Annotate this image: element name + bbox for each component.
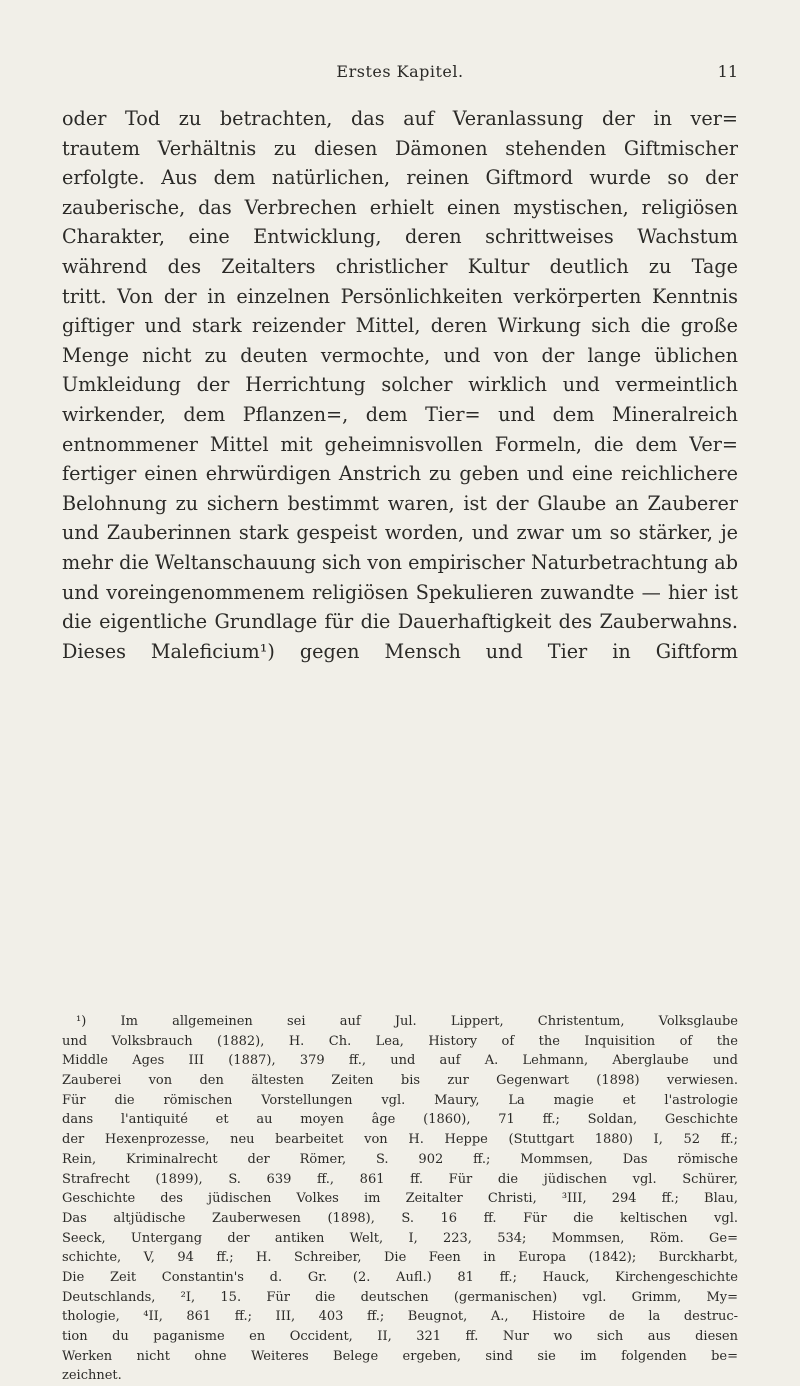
footnote-line: zeichnet.: [62, 1368, 122, 1384]
text-line: und Zauberinnen stark gespeist worden, und zwar um so stärker, je: [62, 521, 738, 545]
footnote-line: Deutschlands, ²I, 15. Für die deutschen (germanischen) vgl. Grimm, My=: [62, 1289, 738, 1305]
footnote-line: thologie, ⁴II, 861 ff.; III, 403 ff.; Beugnot, A., Histoire de la destruc-: [62, 1309, 738, 1325]
footnote-line: Seeck, Untergang der antiken Welt, I, 223, 534; Mommsen, Röm. Ge=: [62, 1230, 738, 1246]
text-line: während des Zeitalters christlicher Kultur deutlich zu Tage: [62, 254, 738, 278]
footnote-line: ¹) Im allgemeinen sei auf Jul. Lippert, Christentum, Volksglaube: [76, 1014, 738, 1029]
text-line: tritt. Von der in einzelnen Persönlichkeiten verkörperten Kenntnis: [62, 284, 738, 308]
page-header: [62, 62, 738, 86]
footnote-line: Geschichte des jüdischen Volkes im Zeitalter Christi, ³III, 294 ff.; Blau,: [62, 1191, 738, 1207]
text-line: Charakter, eine Entwicklung, deren schrittweises Wachstum: [62, 225, 738, 249]
footnote-line: Das altjüdische Zauberwesen (1898), S. 16 ff. Für die keltischen vgl.: [62, 1210, 738, 1226]
footnote-line: Für die römischen Vorstellungen vgl. Maury, La magie et l'astrologie: [62, 1092, 738, 1108]
text-line: zauberische, das Verbrechen erhielt einen mystischen, religiösen: [62, 195, 738, 219]
footnote-line: Middle Ages III (1887), 379 ff., und auf A. Lehmann, Aberglaube und: [62, 1053, 738, 1069]
text-line: oder Tod zu betrachten, das auf Veranlassung der in ver=: [62, 107, 738, 130]
text-line: und voreingenommenem religiösen Spekulieren zuwandte — hier ist: [62, 580, 738, 604]
footnote-line: Strafrecht (1899), S. 639 ff., 861 ff. Für die jüdischen vgl. Schürer,: [62, 1171, 738, 1187]
main-text: [62, 104, 738, 666]
text-line: wirkender, dem Pflanzen=, dem Tier= und dem Mineralreich: [62, 402, 738, 426]
text-line: entnommener Mittel mit geheimnisvollen Formeln, die dem Ver=: [62, 432, 738, 456]
footnote-line: Zauberei von den ältesten Zeiten bis zur Gegenwart (1898) verwiesen.: [62, 1073, 738, 1089]
text-line: erfolgte. Aus dem natürlichen, reinen Giftmord wurde so der: [62, 166, 738, 190]
footnote-line: Werken nicht ohne Weiteres Belege ergeben, sind sie im folgenden be=: [62, 1348, 738, 1364]
text-line: giftiger und stark reizender Mittel, deren Wirkung sich die große: [62, 314, 738, 338]
footnote-line: und Volksbrauch (1882), H. Ch. Lea, History of the Inquisition of the: [62, 1033, 738, 1049]
text-line: Menge nicht zu deuten vermochte, und von der lange üblichen: [62, 343, 738, 367]
footnote-line: Rein, Kriminalrecht der Römer, S. 902 ff.; Mommsen, Das römische: [62, 1151, 738, 1167]
text-line: mehr die Weltanschauung sich von empirischer Naturbetrachtung ab: [62, 550, 738, 574]
text-line: die eigentliche Grundlage für die Dauerhaftigkeit des Zauberwahns.: [62, 610, 738, 634]
footnote-line: der Hexenprozesse, neu bearbeitet von H. Heppe (Stuttgart 1880) I, 52 ff.;: [62, 1132, 738, 1148]
text-line: Dieses Maleficium¹) gegen Mensch und Tier in Giftform: [62, 639, 738, 663]
running-title: Erstes Kapitel.: [336, 62, 464, 81]
text-line: fertiger einen ehrwürdigen Anstrich zu geben und eine reichlichere: [62, 462, 738, 486]
text-line: Umkleidung der Herrichtung solcher wirklich und vermeintlich: [62, 373, 738, 397]
footnote-line: dans l'antiquité et au moyen âge (1860), 71 ff.; Soldan, Geschichte: [62, 1112, 738, 1128]
footnote-line: schichte, V, 94 ff.; H. Schreiber, Die Feen in Europa (1842); Burckharbt,: [62, 1250, 738, 1266]
footnote-line: Die Zeit Constantin's d. Gr. (2. Aufl.) 81 ff.; Hauck, Kirchengeschichte: [62, 1269, 738, 1285]
text-line: Belohnung zu sichern bestimmt waren, ist der Glaube an Zauberer: [62, 491, 738, 515]
text-line: trautem Verhältnis zu diesen Dämonen stehenden Giftmischer: [62, 136, 738, 160]
footnote-line: tion du paganisme en Occident, II, 321 ff. Nur wo sich aus diesen: [62, 1329, 738, 1344]
footnotes: [62, 1012, 738, 1386]
page-number: 11: [717, 62, 738, 81]
